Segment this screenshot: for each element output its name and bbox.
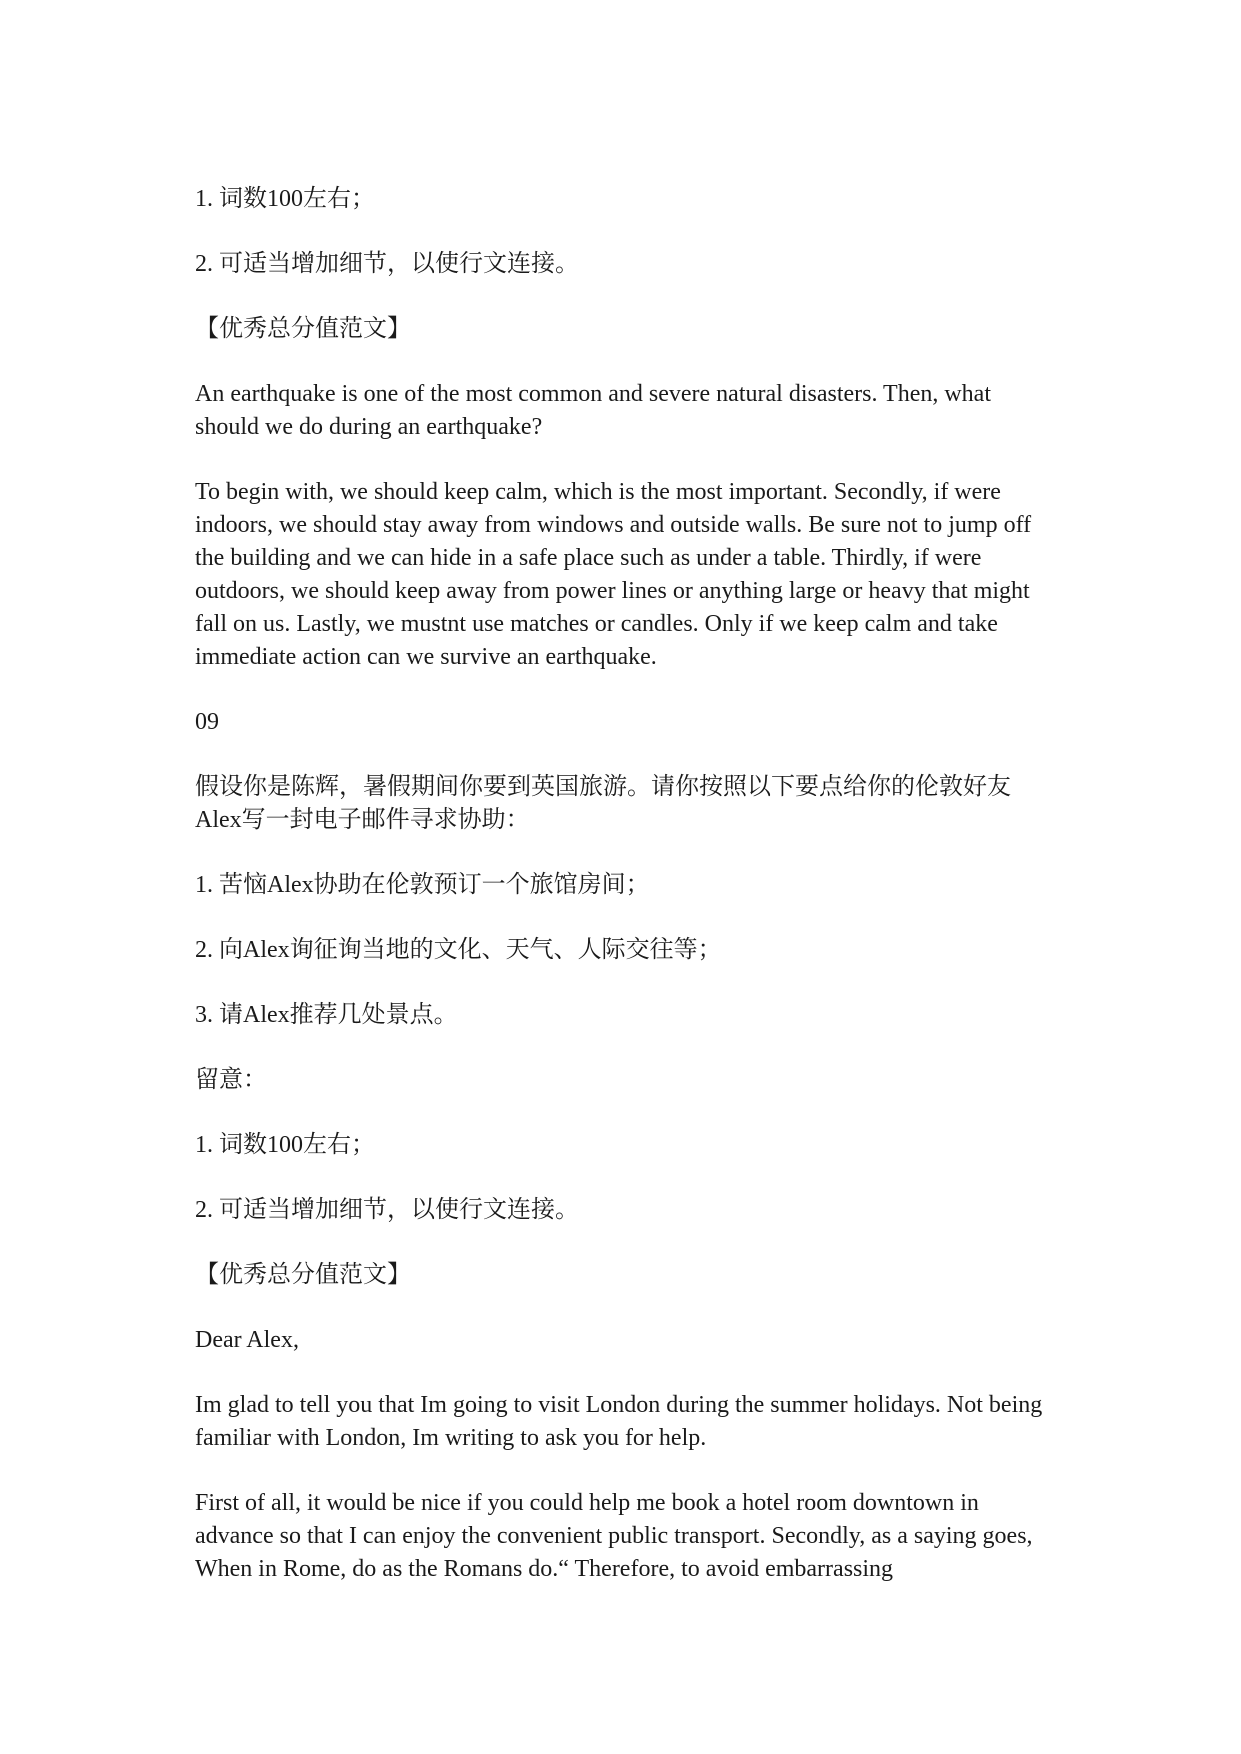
letter-salutation: Dear Alex, — [195, 1327, 299, 1353]
notes-heading: 留意： — [195, 1067, 267, 1093]
essay-intro-paragraph: An earthquake is one of the most common and severe natural disasters. Then, what should we do during an earthquake? — [195, 381, 991, 440]
task-point-2: 2. 向Alex询征询当地的文化、天气、人际交往等； — [195, 937, 722, 963]
task-point-1: 1. 苦恼Alex协助在伦敦预订一个旅馆房间； — [195, 872, 650, 898]
question-number: 09 — [195, 709, 219, 735]
letter-body-paragraph: First of all, it would be nice if you could help me book a hotel room downtown in advance so that I can enjoy the convenient public transport. Secondly, as a saying goes, When in Rome, do as the Romans do.“ Therefore, to avoid embarrassing — [195, 1490, 1033, 1582]
letter-opening-paragraph: Im glad to tell you that Im going to visit London during the summer holidays. Not being familiar with London, Im writing to ask you for help. — [195, 1392, 1043, 1451]
task-point-3: 3. 请Alex推荐几处景点。 — [195, 1002, 458, 1028]
requirement-word-count: 1. 词数100左右； — [195, 186, 375, 212]
essay-body-paragraph: To begin with, we should keep calm, which is the most important. Secondly, if were indoors, we should stay away from windows and outside walls. Be sure not to jump off the building and we can hide in a safe place such as under a table. Thirdly, if were outdoors, we should keep away from power lines or anything large or heavy that might fall on us. Lastly, we mustnt use matches or candles. Only if we keep calm and take immediate action can we survive an earthquake. — [195, 479, 1032, 670]
sample-essay-heading: 【优秀总分值范文】 — [195, 316, 411, 342]
requirement-word-count-2: 1. 词数100左右； — [195, 1132, 375, 1158]
sample-essay-heading-2: 【优秀总分值范文】 — [195, 1262, 411, 1288]
requirement-details-2: 2. 可适当增加细节，以使行文连接。 — [195, 1197, 579, 1223]
requirement-details: 2. 可适当增加细节，以使行文连接。 — [195, 251, 579, 277]
document-page — [195, 183, 1055, 1586]
task-prompt: 假设你是陈辉，暑假期间你要到英国旅游。请你按照以下要点给你的伦敦好友Alex写一封电子邮件寻求协助： — [195, 774, 1011, 833]
